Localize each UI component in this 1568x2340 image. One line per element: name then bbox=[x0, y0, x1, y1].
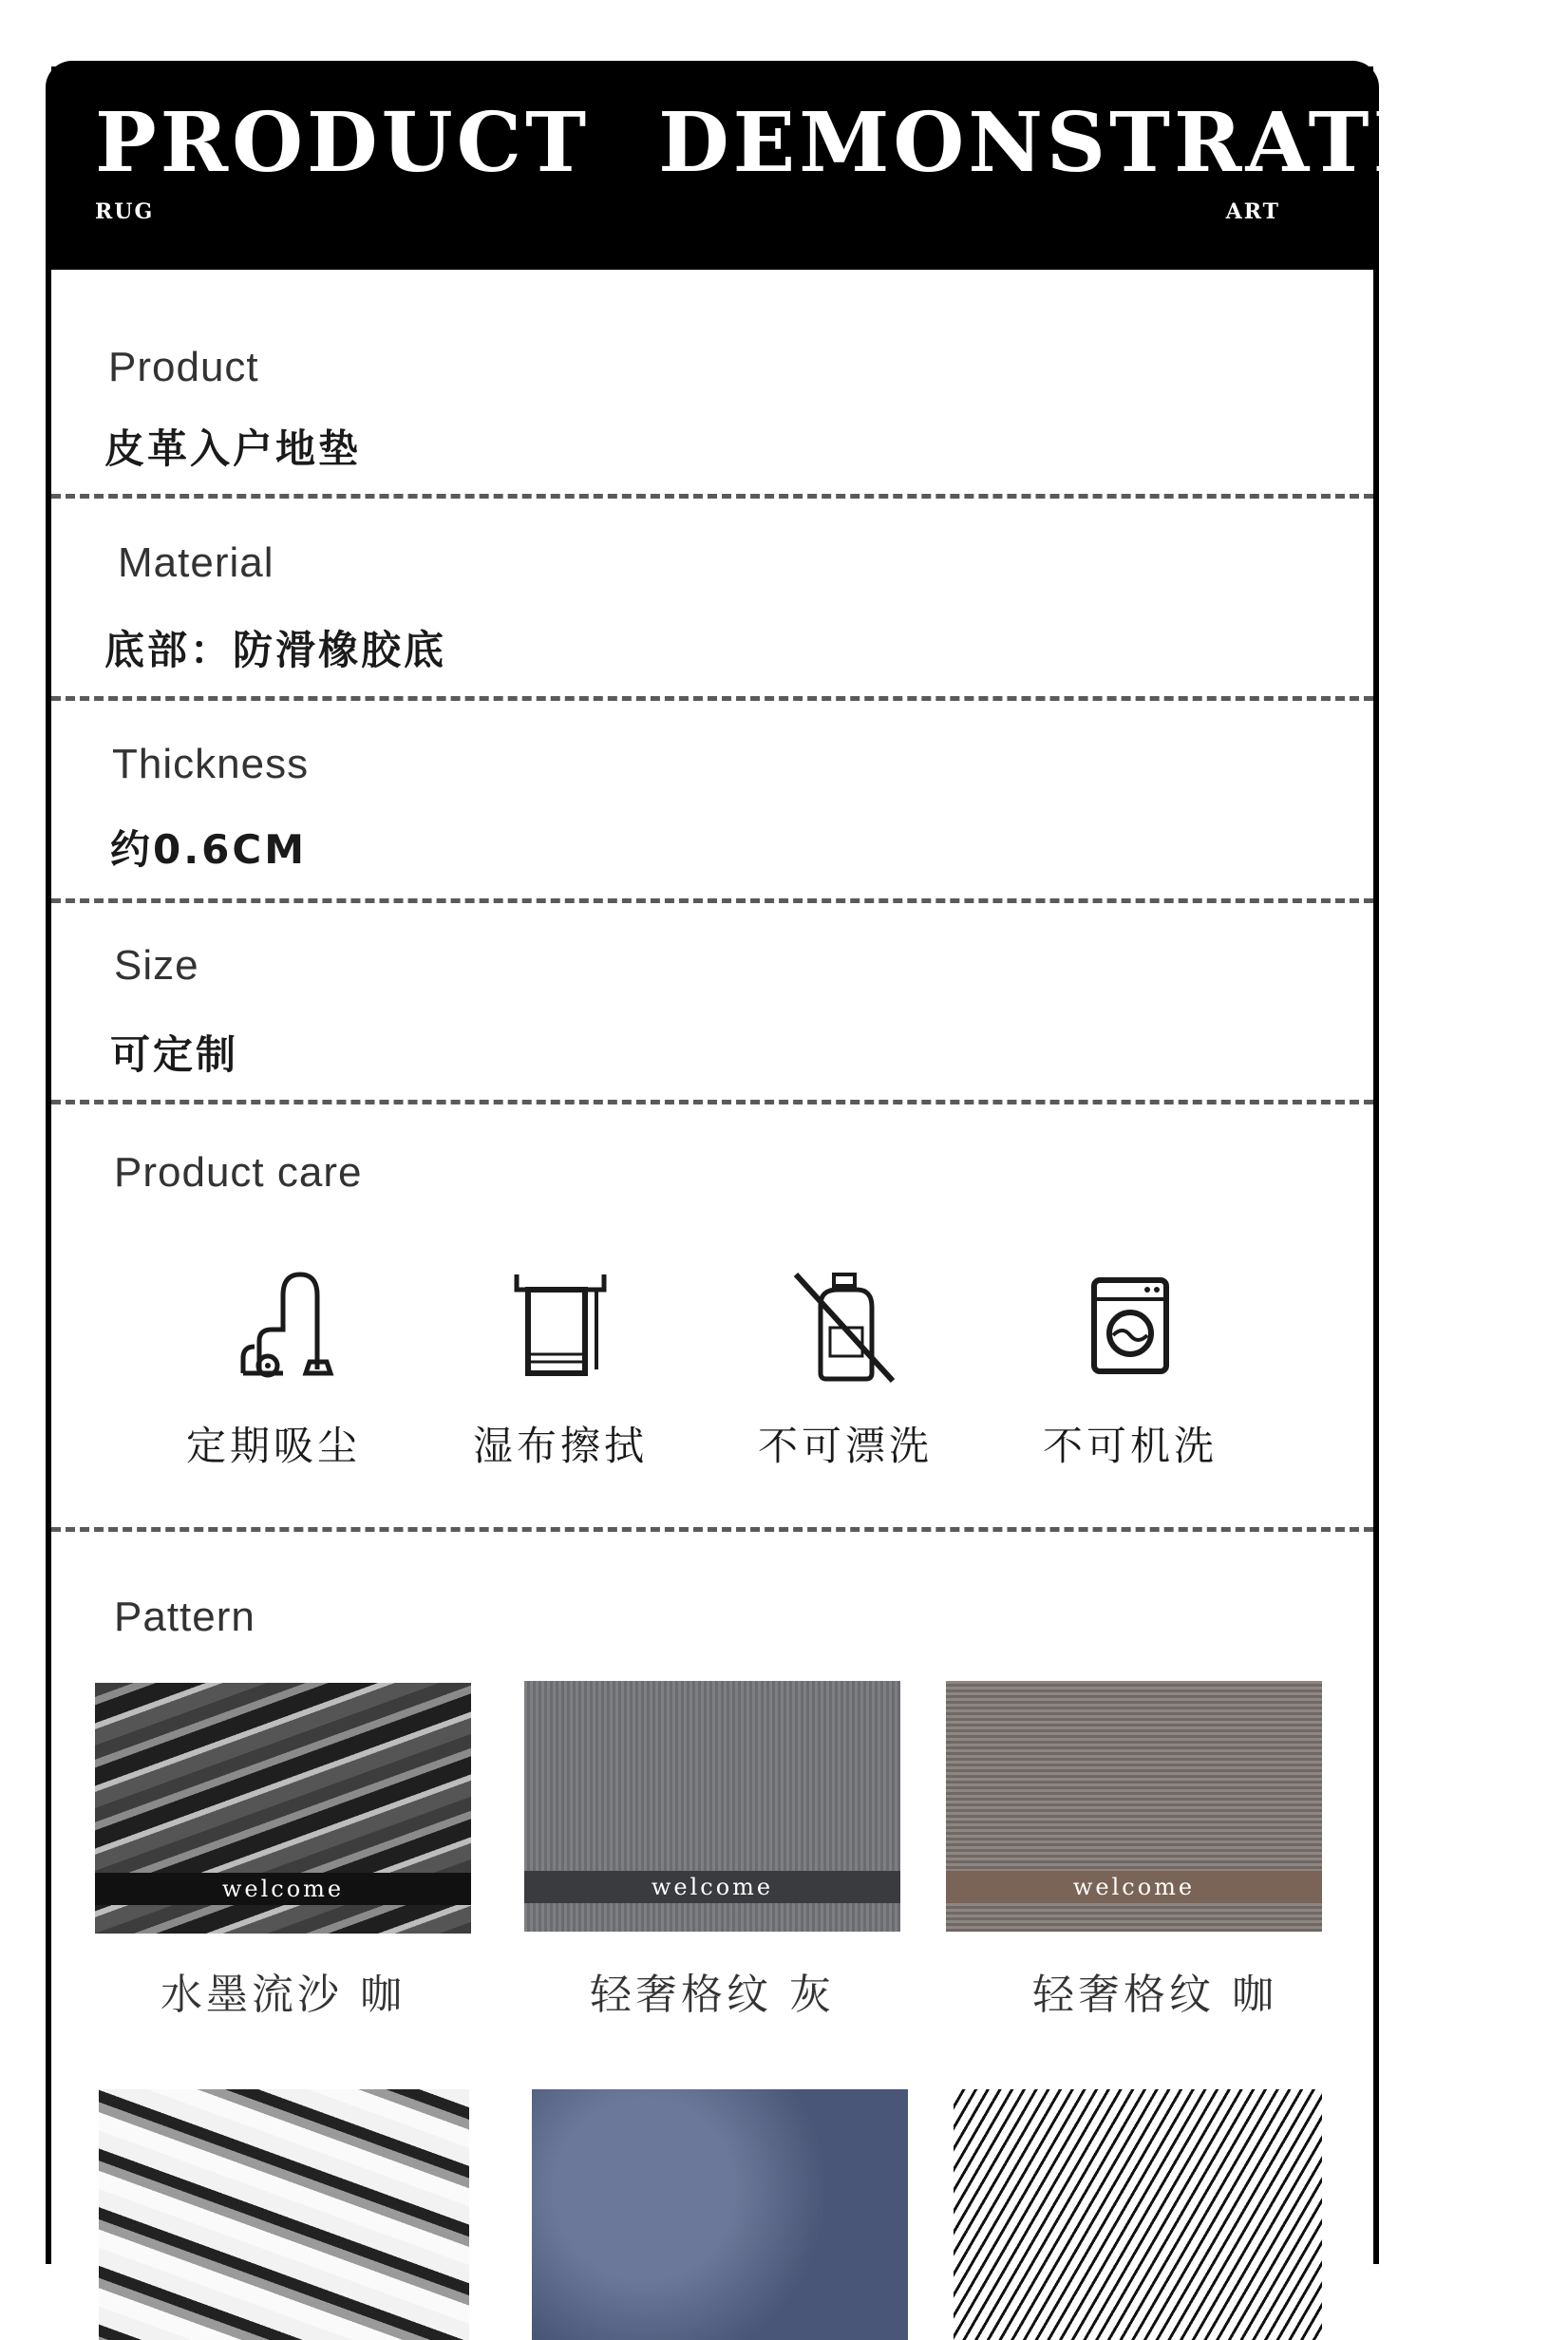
swatch-welcome-band: welcome bbox=[95, 1873, 471, 1905]
header-title-left: PRODUCT bbox=[95, 95, 591, 191]
pattern-swatch-ink-sand[interactable] bbox=[95, 1683, 471, 1934]
vacuum-cleaner-icon bbox=[217, 1267, 331, 1390]
material-label: Material bbox=[118, 539, 274, 586]
pattern-caption: 水墨流沙 咖 bbox=[161, 1971, 406, 2019]
swatch-welcome-band: welcome bbox=[946, 1871, 1322, 1903]
care-label-vacuum: 定期吸尘 bbox=[185, 1423, 361, 1469]
product-label: Product bbox=[108, 344, 259, 390]
header-banner bbox=[51, 66, 1568, 270]
header-sub-right: ART bbox=[1225, 199, 1280, 224]
header-sub-left: RUG bbox=[95, 199, 155, 224]
care-label-washing-machine: 不可机洗 bbox=[1042, 1423, 1218, 1469]
divider bbox=[51, 1100, 1373, 1104]
thickness-value: 约0.6CM bbox=[110, 826, 308, 873]
pattern-swatch[interactable] bbox=[99, 2089, 469, 2340]
care-item-washing-machine bbox=[1016, 1267, 1244, 1472]
pattern-swatch-grid-grey[interactable] bbox=[524, 1681, 900, 1932]
divider bbox=[51, 898, 1373, 903]
divider bbox=[51, 696, 1373, 701]
care-item-towel bbox=[446, 1267, 674, 1472]
swatch-welcome-band: welcome bbox=[524, 1871, 900, 1903]
material-value: 底部：防滑橡胶底 bbox=[104, 627, 447, 673]
pattern-swatch[interactable] bbox=[954, 2089, 1322, 2340]
care-label-no-bleach: 不可漂洗 bbox=[757, 1423, 933, 1469]
care-item-vacuum bbox=[160, 1267, 387, 1472]
care-label-towel: 湿布擦拭 bbox=[472, 1423, 648, 1469]
no-bleach-icon bbox=[788, 1267, 902, 1390]
pattern-caption: 轻奢格纹 咖 bbox=[1032, 1971, 1277, 2019]
care-item-no-bleach bbox=[731, 1267, 959, 1472]
washing-machine-icon bbox=[1073, 1267, 1187, 1390]
header-title bbox=[95, 95, 1568, 191]
care-label: Product care bbox=[114, 1149, 363, 1196]
divider bbox=[51, 1527, 1373, 1532]
size-value: 可定制 bbox=[110, 1031, 239, 1078]
pattern-swatch-grid-coffee[interactable] bbox=[946, 1681, 1322, 1932]
spec-card bbox=[46, 61, 1568, 2264]
towel-icon bbox=[503, 1267, 617, 1390]
header-title-right: DEMONSTRATION bbox=[658, 95, 1568, 191]
pattern-swatch[interactable] bbox=[532, 2089, 908, 2340]
pattern-label: Pattern bbox=[114, 1594, 255, 1640]
product-value: 皮革入户地垫 bbox=[104, 425, 362, 472]
thickness-label: Thickness bbox=[112, 741, 310, 787]
pattern-caption: 轻奢格纹 灰 bbox=[590, 1971, 835, 2019]
size-label: Size bbox=[114, 942, 199, 989]
divider bbox=[51, 494, 1373, 499]
